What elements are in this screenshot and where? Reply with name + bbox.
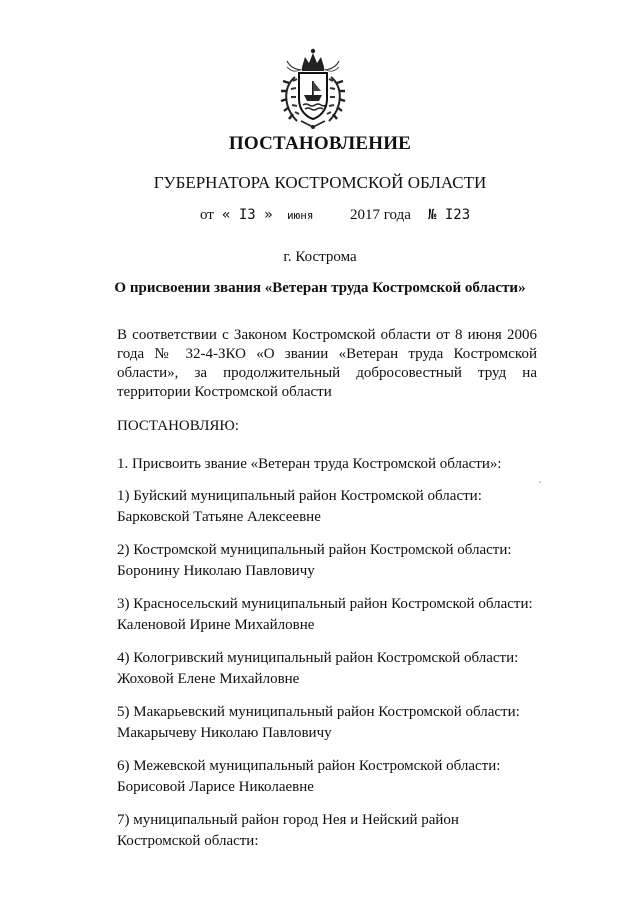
date-day: « I3 »: [222, 207, 273, 223]
date-line: [0, 207, 640, 229]
document-subject: О присвоении звания «Ветеран труда Костромской области»: [114, 280, 526, 296]
decree-word: ПОСТАНОВЛЯЮ:: [117, 418, 239, 434]
scan-speck: [539, 481, 541, 483]
district-name: 2) Костромской муниципальный район Костромской области:: [117, 542, 512, 558]
list-item: [117, 810, 557, 852]
person-name: Костромской области:: [117, 833, 259, 849]
date-prefix: от: [200, 207, 214, 223]
list-item: [117, 702, 557, 744]
list-item: [117, 756, 557, 798]
person-name: Борисовой Ларисе Николаевне: [117, 779, 314, 795]
list-item: [117, 648, 557, 690]
district-name: 7) муниципальный район город Нея и Нейский район: [117, 812, 459, 828]
person-name: Макарычеву Николаю Павловичу: [117, 725, 332, 741]
person-name: Барковской Татьяне Алексеевне: [117, 509, 321, 525]
coat-of-arms-emblem-icon: [275, 47, 351, 131]
list-item: [117, 540, 557, 582]
document-number: № I23: [428, 207, 471, 223]
district-name: 6) Межевской муниципальный район Костромской области:: [117, 758, 501, 774]
person-name: Каленовой Ирине Михайловне: [117, 617, 315, 633]
district-name: 5) Макарьевский муниципальный район Костромской области:: [117, 704, 520, 720]
intro-text: В соответствии с Законом Костромской области от 8 июня 2006 года № 32-4-ЗКО «О звании «Ветеран труда Костромской области», за продолжительный добросовестный труд на территории Костромской области: [117, 327, 537, 400]
district-name: 3) Красносельский муниципальный район Костромской области:: [117, 596, 533, 612]
date-year: 2017 года: [350, 207, 411, 223]
person-name: Жоховой Елене Михайловне: [117, 671, 300, 687]
document-title: ПОСТАНОВЛЕНИЕ: [228, 133, 412, 154]
district-name: 4) Кологривский муниципальный район Костромской области:: [117, 650, 519, 666]
list-item: [117, 594, 557, 636]
date-month: июня: [287, 209, 314, 222]
document-issuer: ГУБЕРНАТОРА КОСТРОМСКОЙ ОБЛАСТИ: [153, 173, 487, 192]
intro-paragraph: [117, 326, 537, 402]
district-name: 1) Буйский муниципальный район Костромской области:: [117, 488, 482, 504]
person-name: Боронину Николаю Павловичу: [117, 563, 315, 579]
document-city: г. Кострома: [283, 249, 357, 265]
list-item: [117, 486, 557, 528]
point-1: 1. Присвоить звание «Ветеран труда Костромской области»:: [117, 456, 502, 472]
